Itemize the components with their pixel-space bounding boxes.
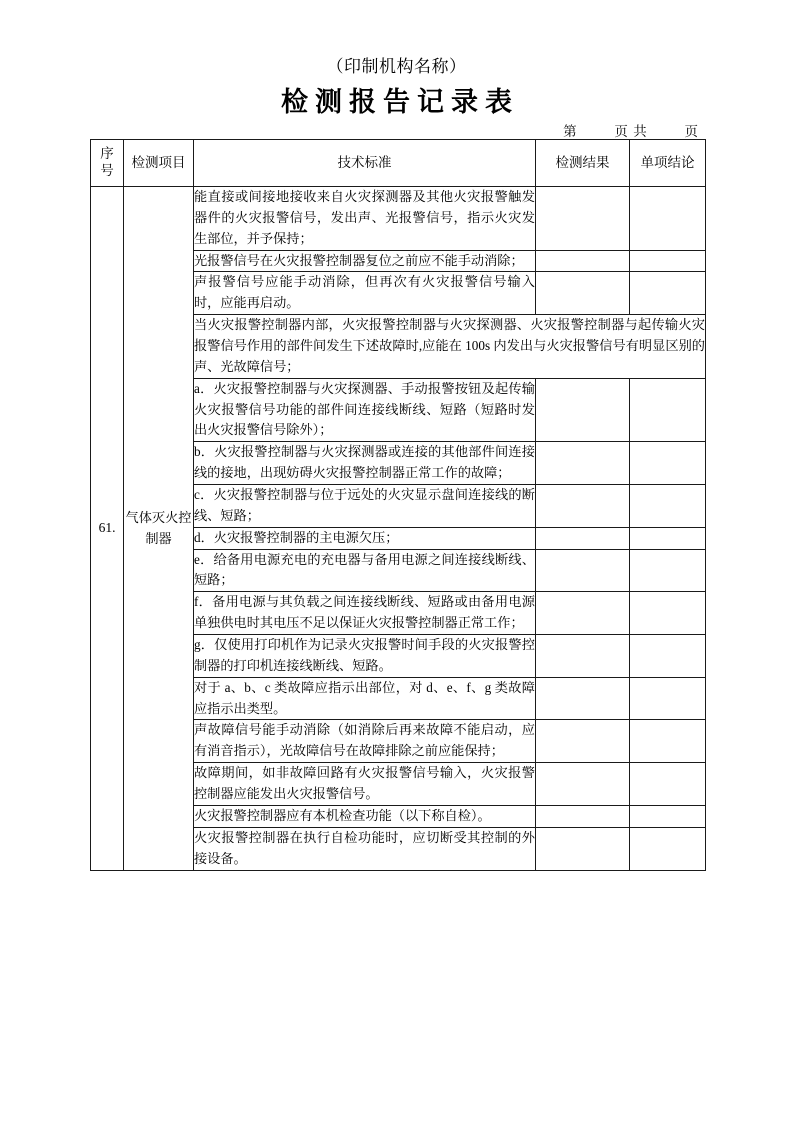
cell-inspection-result[interactable]: [536, 187, 630, 251]
cell-inspection-result[interactable]: [536, 549, 630, 592]
cell-technical-standard: 火灾报警控制器应有本机检查功能（以下称自检）。: [194, 805, 536, 827]
cell-inspection-result[interactable]: [536, 677, 630, 720]
cell-inspection-result[interactable]: [536, 805, 630, 827]
cell-item-conclusion[interactable]: [630, 635, 706, 678]
cell-inspection-result[interactable]: [536, 827, 630, 870]
cell-technical-standard: 声报警信号应能手动消除，但再次有火灾报警信号输入时，应能再启动。: [194, 272, 536, 315]
cell-inspection-result[interactable]: [536, 720, 630, 763]
column-header-item: 检测项目: [124, 140, 194, 187]
cell-inspection-result[interactable]: [536, 250, 630, 272]
cell-inspection-result[interactable]: [536, 527, 630, 549]
cell-technical-standard: d．火灾报警控制器的主电源欠压；: [194, 527, 536, 549]
row-sequence-number: 61.: [91, 187, 124, 871]
row-inspection-item: 气体灭火控制器: [124, 187, 194, 871]
page-label-suffix: 页: [684, 124, 699, 139]
cell-item-conclusion[interactable]: [630, 549, 706, 592]
cell-technical-standard: 对于 a、b、c 类故障应指示出部位，对 d、e、f、g 类故障应指示出类型。: [194, 677, 536, 720]
cell-inspection-result[interactable]: [536, 635, 630, 678]
column-header-sequence-line1: 序: [100, 146, 114, 162]
cell-technical-standard: e．给备用电源充电的充电器与备用电源之间连接线断线、短路；: [194, 549, 536, 592]
column-header-standard: 技术标准: [194, 140, 536, 187]
cell-inspection-result[interactable]: [536, 485, 630, 528]
cell-technical-standard: 当火灾报警控制器内部，火灾报警控制器与火灾探测器、火灾报警控制器与起传输火灾报警信号作用的部件间发生下述故障时,应能在 100s 内发出与火灾报警信号有明显区别的声、光故障信号；: [194, 315, 706, 379]
cell-item-conclusion[interactable]: [630, 485, 706, 528]
cell-inspection-result[interactable]: [536, 592, 630, 635]
column-header-sequence-line2: 号: [100, 163, 114, 178]
cell-technical-standard: f．备用电源与其负载之间连接线断线、短路或由备用电源单独供电时其电压不足以保证火灾报警控制器正常工作；: [194, 592, 536, 635]
cell-item-conclusion[interactable]: [630, 378, 706, 442]
cell-technical-standard: a．火灾报警控制器与火灾探测器、手动报警按钮及起传输火灾报警信号功能的部件间连接线断线、短路（短路时发出火灾报警信号除外）；: [194, 378, 536, 442]
column-header-result: 检测结果: [536, 140, 630, 187]
inspection-report-table: [90, 139, 706, 871]
cell-inspection-result[interactable]: [536, 378, 630, 442]
page-label-middle: 页 共: [614, 124, 648, 139]
cell-item-conclusion[interactable]: [630, 720, 706, 763]
cell-technical-standard: 故障期间，如非故障回路有火灾报警信号输入，火灾报警控制器应能发出火灾报警信号。: [194, 763, 536, 806]
cell-item-conclusion[interactable]: [630, 677, 706, 720]
page-number-line: [563, 120, 699, 140]
cell-item-conclusion[interactable]: [630, 250, 706, 272]
column-header-sequence: [91, 140, 124, 187]
table-row: [91, 187, 706, 251]
cell-item-conclusion[interactable]: [630, 442, 706, 485]
cell-technical-standard: c．火灾报警控制器与位于远处的火灾显示盘间连接线的断线、短路；: [194, 485, 536, 528]
cell-item-conclusion[interactable]: [630, 827, 706, 870]
cell-inspection-result[interactable]: [536, 442, 630, 485]
cell-technical-standard: 声故障信号能手动消除（如消除后再来故障不能启动，应有消音指示），光故障信号在故障排除之前应能保持；: [194, 720, 536, 763]
cell-item-conclusion[interactable]: [630, 763, 706, 806]
cell-item-conclusion[interactable]: [630, 272, 706, 315]
table-header-row: [91, 140, 706, 187]
cell-technical-standard: g．仅使用打印机作为记录火灾报警时间手段的火灾报警控制器的打印机连接线断线、短路。: [194, 635, 536, 678]
page-title: 检测报告记录表: [281, 87, 519, 117]
cell-technical-standard: 能直接或间接地接收来自火灾探测器及其他火灾报警触发器件的火灾报警信号，发出声、光报警信号，指示火灾发生部位，并予保持；: [194, 187, 536, 251]
cell-technical-standard: 光报警信号在火灾报警控制器复位之前应不能手动消除；: [194, 250, 536, 272]
table-body: [91, 187, 706, 871]
cell-technical-standard: b．火灾报警控制器与火灾探测器或连接的其他部件间连接线的接地，出现妨碍火灾报警控制器正常工作的故障；: [194, 442, 536, 485]
organization-name: （印制机构名称）: [326, 57, 467, 76]
cell-inspection-result[interactable]: [536, 763, 630, 806]
cell-inspection-result[interactable]: [536, 272, 630, 315]
column-header-conclusion: 单项结论: [630, 140, 706, 187]
cell-item-conclusion[interactable]: [630, 592, 706, 635]
cell-item-conclusion[interactable]: [630, 527, 706, 549]
cell-technical-standard: 火灾报警控制器在执行自检功能时，应切断受其控制的外接设备。: [194, 827, 536, 870]
cell-item-conclusion[interactable]: [630, 805, 706, 827]
cell-item-conclusion[interactable]: [630, 187, 706, 251]
page-label-prefix: 第: [563, 124, 578, 139]
